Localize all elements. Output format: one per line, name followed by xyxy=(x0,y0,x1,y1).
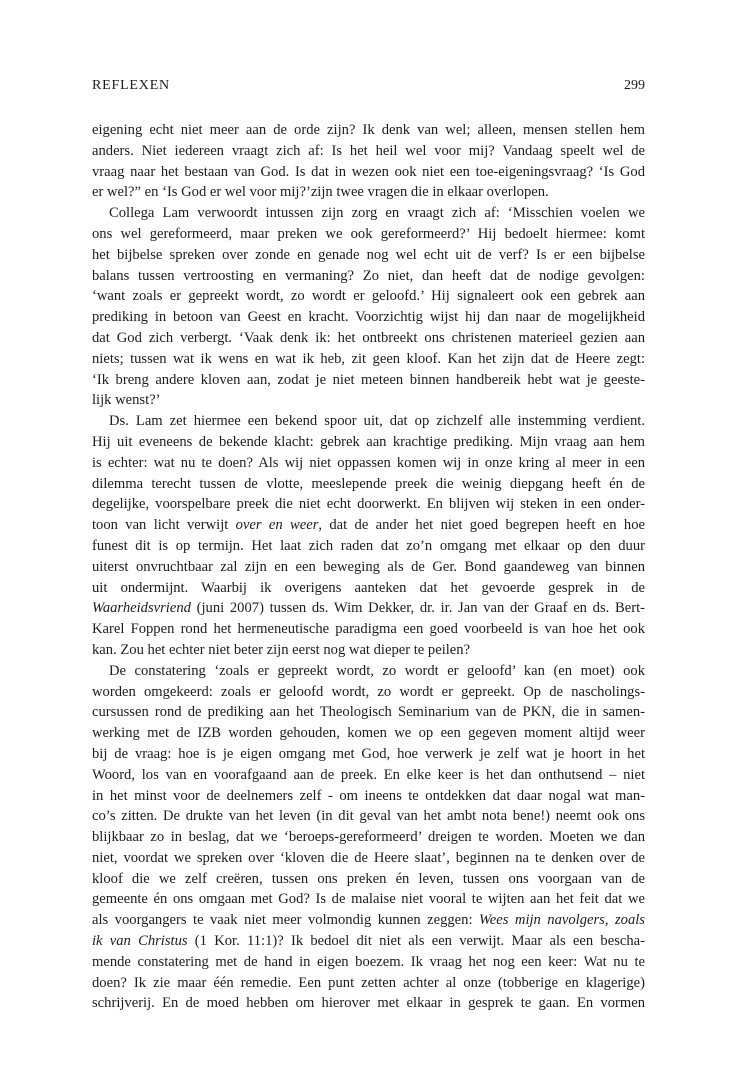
text-line xyxy=(92,993,645,1014)
text-segment: in het minst voor de deelnemers zelf - om ineens te ontdekken dat daar nogal wat man- xyxy=(92,787,645,804)
text-segment: bij de vraag: hoe is je eigen omgang met God, hoe verwerk je zelf wat je hoort in het xyxy=(92,745,645,762)
text-segment: ‘want zoals er gepreekt wordt, zo wordt er geloofd.’ Hij signaleert ook een gebrek aan xyxy=(92,288,645,305)
text-line xyxy=(92,723,645,744)
text-segment: kloof die we zelf creëren, tussen ons preken én leven, tussen ons voorgaan van de xyxy=(92,870,645,887)
text-segment: dilemma terecht tussen de vlotte, meeslepende preek die weinig diepgang heeft én de xyxy=(92,475,645,492)
text-segment: worden omgekeerd: zoals er geloofd wordt, zo wordt er gepreekt. Op de nascholings- xyxy=(92,683,645,700)
text-line xyxy=(92,931,645,952)
text-line xyxy=(92,952,645,973)
text-line xyxy=(92,494,645,515)
page-number: 299 xyxy=(624,78,645,93)
text-segment: degelijke, voorspelbare preek die niet echt doorwerkt. En blijven wij steken in een onder- xyxy=(92,496,645,513)
italic-text: Waarheidsvriend xyxy=(92,600,191,617)
text-segment: anders. Niet iedereen vraagt zich af: Is het heil wel voor mij? Vandaag speelt wel de xyxy=(92,142,645,159)
text-line xyxy=(92,827,645,848)
text-line xyxy=(92,661,645,682)
text-line xyxy=(92,765,645,786)
italic-text: Wees mijn navolgers, zoals xyxy=(478,912,645,929)
text-line xyxy=(92,349,645,370)
text-line xyxy=(92,786,645,807)
text-segment: dat God zich verbergt. ‘Vaak denk ik: het ontbreekt ons christenen materieel gezien aan xyxy=(92,329,645,346)
text-segment: Hij uit eveneens de bekende klacht: gebrek aan krachtige prediking. Mijn vraag aan hem xyxy=(92,433,645,450)
text-line xyxy=(92,328,645,349)
text-segment: werking met de IZB worden gehouden, komen we op een gegeven moment altijd weer xyxy=(92,725,645,742)
text-line xyxy=(92,744,645,765)
text-line xyxy=(92,869,645,890)
text-segment: als voorgangers te vaak niet meer volmondig kunnen zeggen: xyxy=(92,912,479,929)
text-segment: , dat de ander het niet goed begrepen heeft en hoe xyxy=(318,517,645,534)
text-segment: Woord, los van en voorafgaand aan de preek. En elke keer is het dan onthutsend – niet xyxy=(92,766,645,783)
text-segment: co’s zitten. De drukte van het leven (in dit geval van het ambt nota bene!) neemt ook ons xyxy=(92,808,645,825)
text-segment: Collega Lam verwoordt intussen zijn zorg en vraagt zich af: ‘Misschien voelen we xyxy=(109,205,645,222)
body-text xyxy=(92,120,645,1014)
text-line xyxy=(92,640,645,661)
text-segment: prediking in betoon van Geest en kracht. Voorzichtig wijst hij dan naar de mogelijkheid xyxy=(92,309,645,326)
text-segment: kan. Zou het echter niet beter zijn eerst nog wat dieper te peilen? xyxy=(92,641,471,658)
text-line xyxy=(92,141,645,162)
text-line xyxy=(92,411,645,432)
text-line xyxy=(92,557,645,578)
text-segment: het bijbelse spreken over zonde en genade nog wel echt uit de verf? Is er een bijbelse xyxy=(92,246,645,263)
text-segment: Karel Foppen rond het hermeneutische paradigma een goed voorbeeld is van hoe het ook xyxy=(92,621,645,638)
text-segment: schrijverij. En de moed hebben om hierover met elkaar in gesprek te gaan. En vormen xyxy=(92,995,645,1012)
text-line xyxy=(92,453,645,474)
text-line xyxy=(92,162,645,183)
text-line xyxy=(92,973,645,994)
text-line xyxy=(92,432,645,453)
text-segment: Ds. Lam zet hiermee een bekend spoor uit, dat op zichzelf alle instemming verdient. xyxy=(109,413,645,430)
text-segment: gemeente én ons omgaan met God? Is de malaise niet vooral te wijten aan het feit dat we xyxy=(92,891,645,908)
paragraph xyxy=(92,203,645,411)
text-line xyxy=(92,203,645,224)
paragraph xyxy=(92,411,645,661)
text-segment: (juni 2007) tussen ds. Wim Dekker, dr. ir. Jan van der Graaf en ds. Bert- xyxy=(190,600,645,617)
italic-text: ik van Christus xyxy=(92,933,188,950)
text-line xyxy=(92,515,645,536)
text-segment: lijk wenst?’ xyxy=(92,392,161,409)
text-segment: niets; tussen wat ik wens en wat ik heb, zit geen kloof. Kan het zijn dat de Heere zegt: xyxy=(92,350,645,367)
text-segment: (1 Kor. 11:1)? Ik bedoel dit niet als een verwijt. Maar als een bescha- xyxy=(187,933,645,950)
text-line xyxy=(92,266,645,287)
text-segment: er wel?” en ‘Is God er wel voor mij?’zijn twee vragen die in elkaar overlopen. xyxy=(92,184,549,201)
text-segment: balans tussen vertroosting en vermaning? Zo niet, dan heeft dat de nodige gevolgen: xyxy=(92,267,645,284)
text-segment: cursussen rond de prediking aan het Theologisch Seminarium van de PKN, die in samen- xyxy=(92,704,645,721)
italic-text: over en weer xyxy=(235,517,319,534)
text-segment: vraag naar het bestaan van God. Is dat in wezen ook niet een toe-eigeningsvraag? ‘Is God xyxy=(92,163,645,180)
text-segment: niet, voordat we spreken over ‘kloven die de Heere slaat’, beginnen na te denken over de xyxy=(92,849,645,866)
text-line xyxy=(92,536,645,557)
text-line xyxy=(92,307,645,328)
text-line xyxy=(92,370,645,391)
paragraph xyxy=(92,661,645,1015)
text-line xyxy=(92,682,645,703)
text-line xyxy=(92,702,645,723)
text-line xyxy=(92,578,645,599)
text-line xyxy=(92,889,645,910)
text-segment: ‘Ik breng andere kloven aan, zodat je niet meteen binnen handbereik hebt wat je geeste- xyxy=(92,371,645,388)
text-segment: toon van licht verwijt xyxy=(92,517,236,534)
text-line xyxy=(92,474,645,495)
text-segment: eigening echt niet meer aan de orde zijn? Ik denk van wel; alleen, mensen stellen hem xyxy=(92,122,645,138)
text-segment: mende constatering met de hand in eigen boezem. Ik vraag het nog een keer: Wat nu te xyxy=(92,953,645,970)
text-segment: ons wel gereformeerd, maar preken we ook gereformeerd?’ Hij bedoelt hiermee: komt xyxy=(92,225,645,242)
text-segment: is echter: wat nu te doen? Als wij niet oppassen komen wij in onze kring al meer in een xyxy=(92,454,645,471)
text-line xyxy=(92,390,645,411)
paragraph xyxy=(92,120,645,203)
text-line xyxy=(92,245,645,266)
text-line xyxy=(92,598,645,619)
text-segment: uiterst onvruchtbaar zal zijn en een beweging als de Ger. Bond gaandeweg van binnen xyxy=(92,558,645,575)
text-segment: De constatering ‘zoals er gepreekt wordt, zo wordt er geloofd’ kan (en moet) ook xyxy=(109,662,645,679)
text-segment: doen? Ik zie maar één remedie. Een punt zetten achter al onze (tobberige en klagerige) xyxy=(92,974,645,991)
running-title: REFLEXEN xyxy=(92,78,170,93)
text-line xyxy=(92,224,645,245)
running-header xyxy=(92,78,645,98)
text-line xyxy=(92,286,645,307)
text-line xyxy=(92,910,645,931)
text-line xyxy=(92,806,645,827)
text-line xyxy=(92,619,645,640)
text-segment: funest dit is op termijn. Het laat zich raden dat zo’n omgang met elkaar op den duur xyxy=(92,537,645,554)
text-line xyxy=(92,120,645,141)
text-line xyxy=(92,182,645,203)
text-line xyxy=(92,848,645,869)
text-segment: uit ondermijnt. Waarbij ik overigens aanteken dat het gevoerde gesprek in de xyxy=(92,579,645,596)
text-segment: blijkbaar zo in beslag, dat we ‘beroeps-gereformeerd’ dreigen te worden. Moeten we dan xyxy=(92,829,645,846)
